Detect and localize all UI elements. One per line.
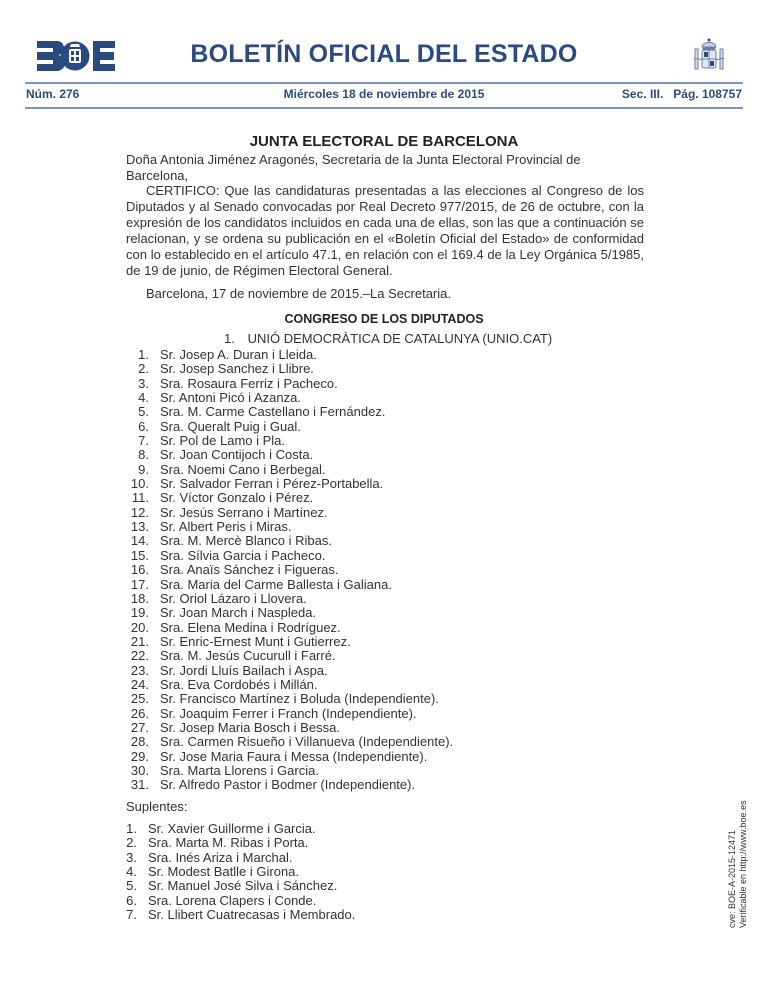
item-number: 28.: [130, 734, 149, 750]
candidate-name: Sra. M. Mercè Blanco i Ribas.: [160, 533, 332, 549]
item-number: 14.: [130, 533, 149, 549]
candidate-name: Sra. Marta Llorens i Garcia.: [160, 762, 319, 778]
list-item: [126, 865, 355, 879]
item-number: 21.: [130, 633, 149, 649]
list-item: [126, 836, 355, 850]
candidate-name: Sra. Lorena Clapers i Conde.: [148, 892, 317, 908]
candidate-name: Sr. Joan March i Naspleda.: [160, 605, 317, 621]
party-name: UNIÓ DEMOCRÀTICA DE CATALUNYA (UNIO.CAT): [247, 331, 553, 346]
candidate-name: Sr. Manuel José Silva i Sánchez.: [148, 878, 338, 894]
candidate-name: Sr. Jordi Lluís Bailach i Aspa.: [160, 662, 328, 678]
item-number: 5.: [126, 878, 137, 894]
list-item: [126, 778, 453, 792]
item-number: 3.: [126, 849, 137, 865]
candidate-name: Sr. Josep A. Duran i Lleida.: [160, 347, 317, 362]
section-title: CONGRESO DE LOS DIPUTADOS: [284, 312, 484, 326]
list-item: [126, 477, 453, 491]
candidate-name: Sr. Josep Sanchez i Llibre.: [160, 361, 314, 377]
item-number: 23.: [130, 662, 149, 678]
section-page: Sec. III. Pág. 108757: [621, 87, 742, 101]
list-item: [126, 391, 453, 405]
substitute-list: [126, 822, 355, 922]
item-number: 2.: [138, 361, 149, 377]
item-number: 22.: [130, 648, 149, 664]
list-item: [126, 664, 453, 678]
item-number: 6.: [138, 418, 149, 434]
list-item: [126, 707, 453, 721]
item-number: 7.: [126, 907, 137, 923]
list-item: [126, 764, 453, 778]
coat-of-arms-icon: [692, 35, 726, 75]
candidate-name: Sra. Maria del Carme Ballesta i Galiana.: [160, 576, 392, 592]
list-item: [126, 879, 355, 893]
candidate-name: Sr. Jesús Serrano i Martínez.: [160, 504, 328, 520]
list-item: [126, 649, 453, 663]
party-number: 1.: [224, 331, 235, 346]
candidate-name: Sr. Víctor Gonzalo i Pérez.: [160, 490, 314, 506]
item-number: 11.: [131, 490, 149, 506]
list-item: [126, 563, 453, 577]
candidate-name: Sr. Llibert Cuatrecasas i Membrado.: [148, 907, 356, 923]
item-number: 7.: [138, 433, 149, 449]
list-item: [126, 592, 453, 606]
candidate-name: Sr. Francisco Martínez i Boluda (Independiente).: [160, 691, 439, 707]
list-item: [126, 635, 453, 649]
candidate-name: Sra. M. Jesús Cucurull i Farré.: [160, 648, 336, 664]
issue-date: Miércoles 18 de noviembre de 2015: [283, 87, 485, 101]
item-number: 25.: [130, 691, 149, 707]
item-number: 19.: [130, 605, 149, 621]
item-number: 5.: [138, 404, 149, 420]
item-number: 9.: [138, 461, 149, 477]
item-number: 27.: [130, 719, 149, 735]
list-item: [126, 377, 453, 391]
header-rule-top: [25, 82, 743, 84]
date-signature: Barcelona, 17 de noviembre de 2015.–La Secretaria.: [146, 286, 451, 301]
suplentes-label: Suplentes:: [126, 799, 188, 814]
bulletin-title: BOLETÍN OFICIAL DEL ESTADO: [190, 40, 578, 68]
candidate-name: Sr. Joaquim Ferrer i Franch (Independiente).: [160, 705, 417, 721]
list-item: [126, 362, 453, 376]
item-number: 24.: [130, 676, 149, 692]
list-item: [126, 908, 355, 922]
item-number: 30.: [130, 762, 149, 778]
issue-number: Núm. 276: [26, 87, 80, 101]
list-item: [126, 578, 453, 592]
list-item: [126, 405, 453, 419]
list-item: [126, 606, 453, 620]
list-item: [126, 534, 453, 548]
candidate-name: Sr. Josep Maria Bosch i Bessa.: [160, 719, 340, 735]
item-number: 6.: [126, 892, 137, 908]
candidate-name: Sra. Carmen Risueño i Villanueva (Independiente).: [160, 734, 454, 750]
candidate-name: Sra. Queralt Puig i Gual.: [160, 418, 301, 434]
item-number: 29.: [130, 748, 149, 764]
candidate-name: Sra. Elena Medina i Rodríguez.: [160, 619, 341, 635]
item-number: 4.: [138, 390, 149, 406]
list-item: [126, 735, 453, 749]
list-item: [126, 420, 453, 434]
item-number: 20.: [130, 619, 149, 635]
list-item: [126, 463, 453, 477]
coat-of-arms: [692, 35, 726, 75]
candidate-name: Sr. Salvador Ferran i Pérez-Portabella.: [160, 476, 384, 492]
list-item: [126, 678, 453, 692]
list-item: [126, 750, 453, 764]
list-item: [126, 506, 453, 520]
list-item: [126, 348, 453, 362]
list-item: [126, 721, 453, 735]
item-number: 12.: [130, 504, 149, 520]
candidate-name: Sr. Oriol Lázaro i Llovera.: [160, 590, 307, 606]
item-number: 3.: [138, 375, 149, 391]
item-number: 26.: [130, 705, 149, 721]
item-number: 13.: [130, 519, 149, 535]
candidate-name: Sra. Marta M. Ribas i Porta.: [148, 835, 309, 851]
party-heading: [224, 331, 552, 346]
candidate-name: Sra. M. Carme Castellano i Fernández.: [160, 404, 386, 420]
item-number: 31.: [130, 777, 149, 793]
candidate-name: Sr. Xavier Guillorme i Garcia.: [148, 821, 316, 836]
item-number: 16.: [130, 562, 149, 578]
candidate-name: Sra. Eva Cordobés i Millán.: [160, 676, 318, 692]
candidate-name: Sr. Alfredo Pastor i Bodmer (Independiente).: [160, 777, 416, 793]
header-rule-bottom: [25, 107, 743, 109]
list-item: [126, 894, 355, 908]
candidate-name: Sra. Noemi Cano i Berbegal.: [160, 461, 326, 477]
item-number: 17.: [130, 576, 149, 592]
candidate-name: Sra. Sílvia Garcia i Pacheco.: [160, 547, 326, 563]
verify-link[interactable]: Verificable en http://www.boe.es: [738, 800, 748, 928]
item-number: 4.: [126, 864, 137, 880]
candidate-name: Sra. Rosaura Ferriz i Pacheco.: [160, 375, 338, 391]
item-number: 15.: [130, 547, 149, 563]
intro-paragraph: Doña Antonia Jiménez Aragonés, Secretaria de la Junta Electoral Provincial de Barcelona,: [126, 152, 581, 183]
candidate-name: Sr. Joan Contijoch i Costa.: [160, 447, 314, 463]
candidate-name: Sr. Pol de Lamo i Pla.: [160, 433, 286, 449]
list-item: [126, 491, 453, 505]
list-item: [126, 434, 453, 448]
candidate-name: Sr. Jose Maria Faura i Messa (Independiente).: [160, 748, 428, 764]
item-number: 1.: [126, 821, 137, 836]
verification-note: [727, 800, 749, 928]
candidate-name: Sra. Inés Ariza i Marchal.: [148, 849, 293, 865]
item-number: 8.: [138, 447, 149, 463]
certifico-paragraph: CERTIFICO: Que las candidaturas presentadas a las elecciones al Congreso de los Diputados y al Senado convocadas por Real Decreto 977/2015, de 26 de octubre, con la expresión de los candidatos incluidos en cada una de ellas, son las que a continuación se relacionan, y se ordena su publicación en el «Boletín Oficial del Estado» de conformidad con lo establecido en el artículo 47.1, en relación con el 169.4 de la Ley Orgánica 5/1985, de 19 de junio, de Régimen Electoral General.: [126, 183, 644, 278]
list-item: [126, 549, 453, 563]
candidate-list: [126, 348, 453, 793]
list-item: [126, 851, 355, 865]
item-number: 18.: [130, 590, 149, 606]
candidate-name: Sr. Modest Batlle i Girona.: [148, 864, 300, 880]
list-item: [126, 692, 453, 706]
document-title: JUNTA ELECTORAL DE BARCELONA: [249, 133, 519, 150]
list-item: [126, 822, 355, 836]
candidate-name: Sra. Anaïs Sánchez i Figueras.: [160, 562, 339, 578]
cve-code: cve: BOE-A-2015-12471: [727, 829, 737, 928]
item-number: 1.: [138, 347, 149, 362]
list-item: [126, 621, 453, 635]
candidate-name: Sr. Antoni Picó i Azanza.: [160, 390, 301, 406]
item-number: 2.: [126, 835, 137, 851]
list-item: [126, 448, 453, 462]
candidate-name: Sr. Albert Peris i Miras.: [160, 519, 292, 535]
candidate-name: Sr. Enric-Ernest Munt i Gutierrez.: [160, 633, 351, 649]
item-number: 10.: [130, 476, 149, 492]
list-item: [126, 520, 453, 534]
